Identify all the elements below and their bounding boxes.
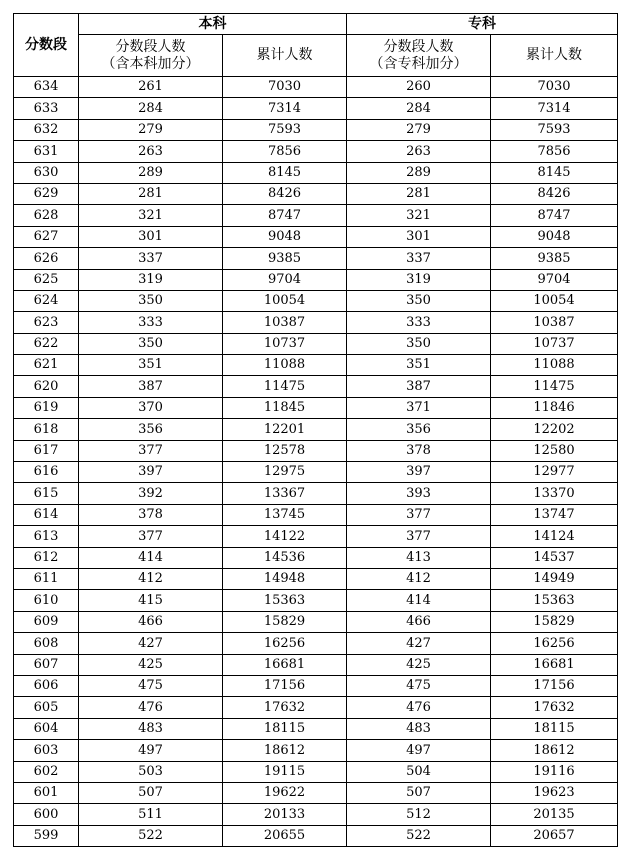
- zhuanke-count-cell: 333: [347, 312, 491, 333]
- benke-cumulative-cell: 10737: [223, 333, 347, 354]
- score-cell: 615: [14, 483, 79, 504]
- zhuanke-count-cell: 504: [347, 761, 491, 782]
- score-cell: 626: [14, 248, 79, 269]
- header-zhuanke: 专科: [347, 14, 618, 35]
- table-row: [14, 611, 618, 632]
- table-row: [14, 269, 618, 290]
- table-row: [14, 740, 618, 761]
- benke-cumulative-cell: 13367: [223, 483, 347, 504]
- score-cell: 628: [14, 205, 79, 226]
- table-row: [14, 183, 618, 204]
- benke-cumulative-cell: 11088: [223, 355, 347, 376]
- score-cell: 617: [14, 440, 79, 461]
- benke-cumulative-cell: 20655: [223, 825, 347, 846]
- zhuanke-cumulative-cell: 10387: [491, 312, 618, 333]
- score-cell: 627: [14, 226, 79, 247]
- benke-cumulative-cell: 8426: [223, 183, 347, 204]
- benke-count-cell: 261: [79, 77, 223, 98]
- benke-cumulative-cell: 17632: [223, 697, 347, 718]
- zhuanke-cumulative-cell: 13370: [491, 483, 618, 504]
- header-benke-count-label: 分数段人数: [115, 38, 186, 55]
- zhuanke-cumulative-cell: 14537: [491, 547, 618, 568]
- zhuanke-count-cell: 476: [347, 697, 491, 718]
- score-cell: 633: [14, 98, 79, 119]
- zhuanke-count-cell: 371: [347, 397, 491, 418]
- benke-count-cell: 392: [79, 483, 223, 504]
- score-cell: 604: [14, 718, 79, 739]
- table-row: [14, 205, 618, 226]
- zhuanke-count-cell: 263: [347, 141, 491, 162]
- zhuanke-count-cell: 284: [347, 98, 491, 119]
- benke-cumulative-cell: 16256: [223, 633, 347, 654]
- benke-count-cell: 497: [79, 740, 223, 761]
- table-row: [14, 633, 618, 654]
- benke-cumulative-cell: 14536: [223, 547, 347, 568]
- zhuanke-count-cell: 512: [347, 804, 491, 825]
- benke-cumulative-cell: 18612: [223, 740, 347, 761]
- benke-cumulative-cell: 7314: [223, 98, 347, 119]
- score-cell: 616: [14, 462, 79, 483]
- benke-count-cell: 370: [79, 397, 223, 418]
- score-cell: 613: [14, 526, 79, 547]
- zhuanke-count-cell: 387: [347, 376, 491, 397]
- benke-cumulative-cell: 11475: [223, 376, 347, 397]
- benke-count-cell: 466: [79, 611, 223, 632]
- score-cell: 625: [14, 269, 79, 290]
- zhuanke-count-cell: 483: [347, 718, 491, 739]
- benke-cumulative-cell: 14122: [223, 526, 347, 547]
- zhuanke-cumulative-cell: 16256: [491, 633, 618, 654]
- table-row: [14, 761, 618, 782]
- zhuanke-count-cell: 378: [347, 440, 491, 461]
- zhuanke-count-cell: 414: [347, 590, 491, 611]
- zhuanke-cumulative-cell: 14124: [491, 526, 618, 547]
- benke-cumulative-cell: 14948: [223, 568, 347, 589]
- score-cell: 610: [14, 590, 79, 611]
- score-cell: 624: [14, 290, 79, 311]
- benke-count-cell: 356: [79, 419, 223, 440]
- table-row: [14, 397, 618, 418]
- table-row: [14, 226, 618, 247]
- header-score: 分数段: [14, 14, 79, 77]
- zhuanke-count-cell: 279: [347, 119, 491, 140]
- benke-count-cell: 350: [79, 290, 223, 311]
- zhuanke-count-cell: 522: [347, 825, 491, 846]
- table-row: [14, 718, 618, 739]
- zhuanke-count-cell: 356: [347, 419, 491, 440]
- score-cell: 629: [14, 183, 79, 204]
- benke-cumulative-cell: 18115: [223, 718, 347, 739]
- zhuanke-count-cell: 412: [347, 568, 491, 589]
- zhuanke-count-cell: 393: [347, 483, 491, 504]
- zhuanke-count-cell: 397: [347, 462, 491, 483]
- zhuanke-count-cell: 425: [347, 654, 491, 675]
- benke-cumulative-cell: 7593: [223, 119, 347, 140]
- score-cell: 608: [14, 633, 79, 654]
- zhuanke-cumulative-cell: 9385: [491, 248, 618, 269]
- table-row: [14, 98, 618, 119]
- zhuanke-count-cell: 413: [347, 547, 491, 568]
- benke-count-cell: 333: [79, 312, 223, 333]
- zhuanke-count-cell: 427: [347, 633, 491, 654]
- header-zhuanke-count: [347, 35, 491, 77]
- table-row: [14, 119, 618, 140]
- zhuanke-cumulative-cell: 11475: [491, 376, 618, 397]
- benke-count-cell: 378: [79, 504, 223, 525]
- benke-cumulative-cell: 7030: [223, 77, 347, 98]
- benke-count-cell: 425: [79, 654, 223, 675]
- benke-cumulative-cell: 12201: [223, 419, 347, 440]
- table-row: [14, 825, 618, 846]
- zhuanke-cumulative-cell: 12580: [491, 440, 618, 461]
- header-benke-count: [79, 35, 223, 77]
- header-benke-count-note: （含本科加分）: [101, 55, 200, 72]
- benke-count-cell: 412: [79, 568, 223, 589]
- score-cell: 611: [14, 568, 79, 589]
- zhuanke-cumulative-cell: 10054: [491, 290, 618, 311]
- benke-count-cell: 351: [79, 355, 223, 376]
- benke-count-cell: 350: [79, 333, 223, 354]
- score-cell: 631: [14, 141, 79, 162]
- header-benke-cumulative: 累计人数: [223, 35, 347, 77]
- zhuanke-cumulative-cell: 18612: [491, 740, 618, 761]
- score-cell: 621: [14, 355, 79, 376]
- benke-count-cell: 387: [79, 376, 223, 397]
- benke-cumulative-cell: 12975: [223, 462, 347, 483]
- benke-cumulative-cell: 13745: [223, 504, 347, 525]
- score-distribution-table: [13, 13, 618, 847]
- score-cell: 623: [14, 312, 79, 333]
- table-row: [14, 440, 618, 461]
- zhuanke-cumulative-cell: 9704: [491, 269, 618, 290]
- benke-cumulative-cell: 9385: [223, 248, 347, 269]
- benke-count-cell: 279: [79, 119, 223, 140]
- zhuanke-cumulative-cell: 10737: [491, 333, 618, 354]
- zhuanke-cumulative-cell: 18115: [491, 718, 618, 739]
- zhuanke-cumulative-cell: 14949: [491, 568, 618, 589]
- benke-cumulative-cell: 10387: [223, 312, 347, 333]
- benke-count-cell: 522: [79, 825, 223, 846]
- zhuanke-cumulative-cell: 12202: [491, 419, 618, 440]
- score-cell: 634: [14, 77, 79, 98]
- benke-cumulative-cell: 20133: [223, 804, 347, 825]
- benke-count-cell: 511: [79, 804, 223, 825]
- header-zhuanke-cumulative: 累计人数: [491, 35, 618, 77]
- score-cell: 599: [14, 825, 79, 846]
- score-cell: 619: [14, 397, 79, 418]
- benke-count-cell: 319: [79, 269, 223, 290]
- table-row: [14, 804, 618, 825]
- table-row: [14, 483, 618, 504]
- table-row: [14, 248, 618, 269]
- benke-cumulative-cell: 9048: [223, 226, 347, 247]
- table-row: [14, 312, 618, 333]
- benke-cumulative-cell: 9704: [223, 269, 347, 290]
- zhuanke-cumulative-cell: 17632: [491, 697, 618, 718]
- benke-cumulative-cell: 15829: [223, 611, 347, 632]
- benke-count-cell: 397: [79, 462, 223, 483]
- zhuanke-cumulative-cell: 16681: [491, 654, 618, 675]
- table-row: [14, 547, 618, 568]
- benke-count-cell: 289: [79, 162, 223, 183]
- zhuanke-cumulative-cell: 8747: [491, 205, 618, 226]
- table-row: [14, 462, 618, 483]
- table-row: [14, 526, 618, 547]
- zhuanke-cumulative-cell: 11088: [491, 355, 618, 376]
- zhuanke-count-cell: 377: [347, 504, 491, 525]
- zhuanke-count-cell: 497: [347, 740, 491, 761]
- zhuanke-cumulative-cell: 7856: [491, 141, 618, 162]
- zhuanke-count-cell: 260: [347, 77, 491, 98]
- benke-count-cell: 427: [79, 633, 223, 654]
- benke-count-cell: 377: [79, 440, 223, 461]
- benke-count-cell: 321: [79, 205, 223, 226]
- score-cell: 601: [14, 782, 79, 803]
- zhuanke-cumulative-cell: 13747: [491, 504, 618, 525]
- table-row: [14, 504, 618, 525]
- score-cell: 600: [14, 804, 79, 825]
- zhuanke-cumulative-cell: 19116: [491, 761, 618, 782]
- zhuanke-count-cell: 337: [347, 248, 491, 269]
- benke-count-cell: 414: [79, 547, 223, 568]
- table-body: [14, 77, 618, 847]
- table-row: [14, 162, 618, 183]
- table-row: [14, 77, 618, 98]
- zhuanke-cumulative-cell: 11846: [491, 397, 618, 418]
- score-cell: 607: [14, 654, 79, 675]
- score-cell: 632: [14, 119, 79, 140]
- table-row: [14, 290, 618, 311]
- score-cell: 618: [14, 419, 79, 440]
- score-cell: 609: [14, 611, 79, 632]
- benke-count-cell: 301: [79, 226, 223, 247]
- zhuanke-cumulative-cell: 7593: [491, 119, 618, 140]
- zhuanke-count-cell: 466: [347, 611, 491, 632]
- header-zhuanke-count-label: 分数段人数: [383, 38, 454, 55]
- table-row: [14, 376, 618, 397]
- benke-cumulative-cell: 10054: [223, 290, 347, 311]
- benke-count-cell: 507: [79, 782, 223, 803]
- zhuanke-cumulative-cell: 12977: [491, 462, 618, 483]
- header-benke: 本科: [79, 14, 347, 35]
- zhuanke-count-cell: 319: [347, 269, 491, 290]
- benke-cumulative-cell: 15363: [223, 590, 347, 611]
- score-cell: 606: [14, 675, 79, 696]
- score-cell: 630: [14, 162, 79, 183]
- zhuanke-cumulative-cell: 19623: [491, 782, 618, 803]
- benke-count-cell: 415: [79, 590, 223, 611]
- score-cell: 622: [14, 333, 79, 354]
- zhuanke-cumulative-cell: 17156: [491, 675, 618, 696]
- benke-cumulative-cell: 17156: [223, 675, 347, 696]
- zhuanke-cumulative-cell: 15363: [491, 590, 618, 611]
- table-row: [14, 333, 618, 354]
- benke-count-cell: 337: [79, 248, 223, 269]
- score-cell: 612: [14, 547, 79, 568]
- score-cell: 614: [14, 504, 79, 525]
- table-row: [14, 568, 618, 589]
- benke-count-cell: 377: [79, 526, 223, 547]
- zhuanke-cumulative-cell: 8426: [491, 183, 618, 204]
- benke-count-cell: 263: [79, 141, 223, 162]
- benke-count-cell: 476: [79, 697, 223, 718]
- benke-cumulative-cell: 7856: [223, 141, 347, 162]
- benke-count-cell: 483: [79, 718, 223, 739]
- benke-cumulative-cell: 19622: [223, 782, 347, 803]
- zhuanke-count-cell: 321: [347, 205, 491, 226]
- benke-count-cell: 281: [79, 183, 223, 204]
- benke-cumulative-cell: 19115: [223, 761, 347, 782]
- score-cell: 603: [14, 740, 79, 761]
- zhuanke-count-cell: 350: [347, 290, 491, 311]
- benke-cumulative-cell: 8145: [223, 162, 347, 183]
- table-row: [14, 590, 618, 611]
- zhuanke-cumulative-cell: 7030: [491, 77, 618, 98]
- benke-count-cell: 284: [79, 98, 223, 119]
- score-cell: 602: [14, 761, 79, 782]
- benke-count-cell: 503: [79, 761, 223, 782]
- table-row: [14, 141, 618, 162]
- zhuanke-cumulative-cell: 15829: [491, 611, 618, 632]
- zhuanke-count-cell: 507: [347, 782, 491, 803]
- table-row: [14, 675, 618, 696]
- benke-cumulative-cell: 16681: [223, 654, 347, 675]
- zhuanke-cumulative-cell: 9048: [491, 226, 618, 247]
- zhuanke-count-cell: 377: [347, 526, 491, 547]
- header-zhuanke-count-note: （含专科加分）: [369, 55, 468, 72]
- zhuanke-count-cell: 351: [347, 355, 491, 376]
- zhuanke-count-cell: 289: [347, 162, 491, 183]
- zhuanke-count-cell: 350: [347, 333, 491, 354]
- zhuanke-cumulative-cell: 20135: [491, 804, 618, 825]
- zhuanke-cumulative-cell: 7314: [491, 98, 618, 119]
- benke-count-cell: 475: [79, 675, 223, 696]
- zhuanke-cumulative-cell: 20657: [491, 825, 618, 846]
- benke-cumulative-cell: 11845: [223, 397, 347, 418]
- zhuanke-count-cell: 301: [347, 226, 491, 247]
- table-row: [14, 697, 618, 718]
- benke-cumulative-cell: 12578: [223, 440, 347, 461]
- benke-cumulative-cell: 8747: [223, 205, 347, 226]
- zhuanke-cumulative-cell: 8145: [491, 162, 618, 183]
- zhuanke-count-cell: 281: [347, 183, 491, 204]
- score-cell: 605: [14, 697, 79, 718]
- table-row: [14, 654, 618, 675]
- table-row: [14, 782, 618, 803]
- score-cell: 620: [14, 376, 79, 397]
- table-row: [14, 419, 618, 440]
- zhuanke-count-cell: 475: [347, 675, 491, 696]
- table-row: [14, 355, 618, 376]
